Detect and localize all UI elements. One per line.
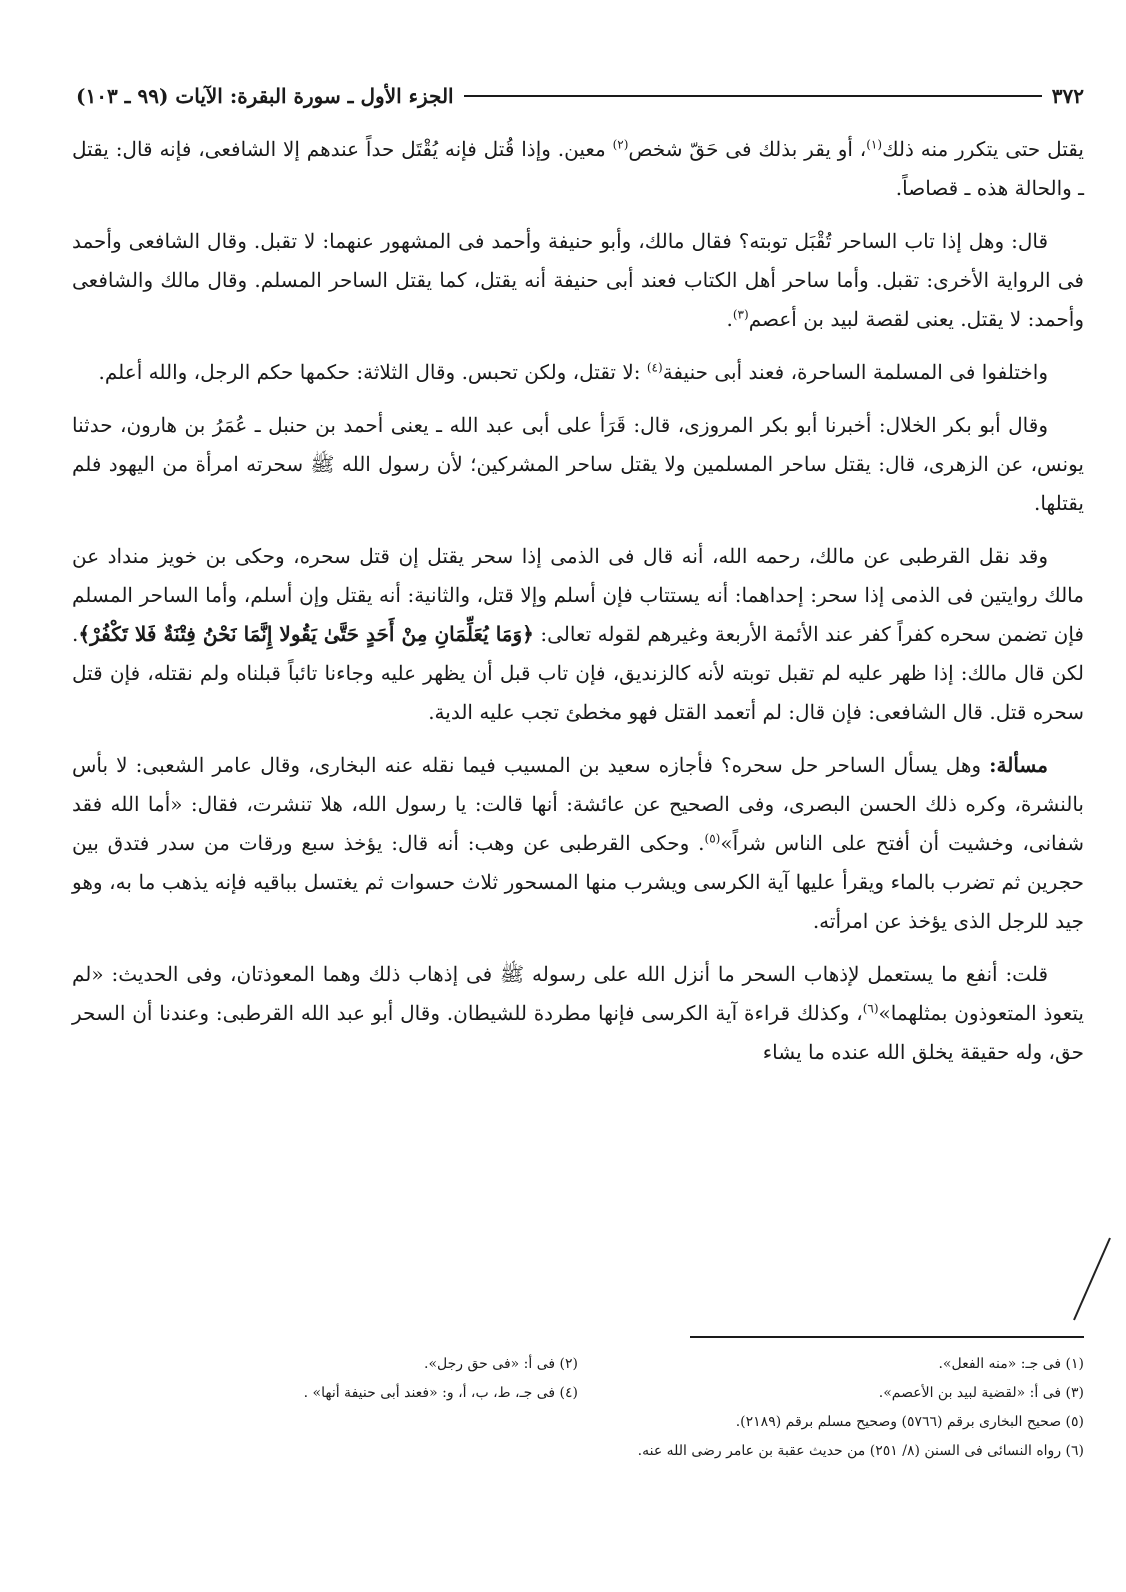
margin-pen-mark [1070,1236,1126,1326]
paragraph-6-text: وهل يسأل الساحر حل سحره؟ فأجازه سعيد بن المسيب فيما نقله عنه البخارى، وقال عامر الشعبى: لا بأس بالنشرة، وكره ذلك الحسن البصرى، وفى الصحيح عن عائشة: أنها قالت: يا رسول الله، هلا تنشرت، فقال: «أما الله فقد شفانى، وخشيت أن أفتح على الناس شراً»$^{(٥)}$. وحكى القرطبى عن وهب: أنه قال: يؤخذ سبع ورقات من سدر فتدق بين حجرين ثم تضرب بالماء ويقرأ عليها آية الكرسى ويشرب منها المسحور ثلاث حسوات ثم يغتسل بباقيه فإنه يذهب ما به، وهو جيد للرجل الذى يؤخذ عن امرأته. [72,753,1084,933]
main-text [72,130,1084,1086]
footnote-row [72,1437,1084,1466]
footnote-6: (٦) رواه النسائى فى السنن (٨/ ٢٥١) من حديث عقبة بن عامر رضى الله عنه. [637,1443,1084,1459]
footnote-row [72,1350,1084,1379]
paragraph-4: وقال أبو بكر الخلال: أخبرنا أبو بكر المروزى، قال: قَرَأ على أبى عبد الله ـ يعنى أحمد بن حنبل ـ عُمَرُ بن هارون، حدثنا يونس، عن الزهرى، قال: يقتل ساحر المسلمين ولا يقتل ساحر المشركين؛ لأن رسول الله ﷺ سحرته امرأة من اليهود فلم يقتلها. [72,413,1084,515]
paragraph-7: قلت: أنفع ما يستعمل لإذهاب السحر ما أنزل الله على رسوله ﷺ فى إذهاب ذلك وهما المعوذتان، وفى الحديث: «لم يتعوذ المتعوذون بمثلهما»$^{(٦)}$، وكذلك قراءة آية الكرسى فإنها مطردة للشيطان. وقال أبو عبد الله القرطبى: وعندنا أن السحر حق، وله حقيقة يخلق الله عنده ما يشاء [72,962,1084,1064]
paragraph-2: قال: وهل إذا تاب الساحر تُقْبَل توبته؟ فقال مالك، وأبو حنيفة وأحمد فى المشهور عنهما: لا تقبل. وقال الشافعى وأحمد فى الرواية الأخرى: تقبل. وأما ساحر أهل الكتاب فعند أبى حنيفة أنه يقتل، كما يقتل الساحر المسلم. وقال مالك والشافعى وأحمد: لا يقتل. يعنى لقصة لبيد بن أعصم$^{(٣)}$. [72,229,1084,331]
footnote-2: (٢) فى أ: «فى حق رجل». [424,1356,578,1372]
paragraph-1: يقتل حتى يتكرر منه ذلك$^{(١)}$، أو يقر بذلك فى حَقّ شخص$^{(٢)}$ معين. وإذا قُتل فإنه يُقْتَل حداً عندهم إلا الشافعى، فإنه قال: يقتل ـ والحالة هذه ـ قصاصاً. [72,137,1084,200]
paragraph-5-before: وقد نقل القرطبى عن مالك، رحمه الله، أنه قال فى الذمى إذا سحر يقتل إن قتل سحره، وحكى بن خويز منداد عن مالك روايتين فى الذمى إذا سحر: إحداهما: أنه يستتاب فإن أسلم وإلا قتل، والثانية: أنه يقتل وإن أسلم، وأما الساحر المسلم فإن تضمن سحره كفراً كفر عند الأئمة الأربعة وغيرهم لقوله تعالى: [72,544,1084,646]
footnote-1: (١) فى جـ: «منه الفعل». [938,1356,1084,1372]
footnotes [72,1350,1084,1466]
page-number: ٣٧٢ [1051,84,1084,108]
header-title: الجزء الأول ـ سورة البقرة: الآيات (٩٩ ـ ١٠٣) [76,84,454,108]
paragraph-6 [72,746,1084,941]
footnote-row [72,1408,1084,1437]
header-rule [464,95,1042,97]
footnote-5: (٥) صحيح البخارى برقم (٥٧٦٦) وصحيح مسلم برقم (٢١٨٩). [735,1414,1084,1430]
paragraph-5-after: . لكن قال مالك: إذا ظهر عليه لم تقبل توبته لأنه كالزنديق، فإن تاب قبل أن يظهر عليه وجاءنا تائباً قبلناه ولم نقتله، فإن قتل سحره قتل. قال الشافعى: فإن قال: لم أتعمد القتل فهو مخطئ تجب عليه الدية. [72,622,1084,724]
footnote-4: (٤) فى جـ، ط، ب، أ، و: «فعند أبى حنيفة أنها» . [303,1385,578,1401]
running-header [76,84,1084,108]
paragraph-3: واختلفوا فى المسلمة الساحرة، فعند أبى حنيفة$^{(٤)}$ :لا تقتل، ولكن تحبس. وقال الثلاثة: حكمها حكم الرجل، والله أعلم. [98,360,1048,384]
quran-verse: ﴿وَمَا يُعَلِّمَانِ مِنْ أَحَدٍ حَتَّىٰ يَقُولا إِنَّمَا نَحْنُ فِتْنَةٌ فَلا تَكْفُرْ﴾ [78,622,534,646]
masala-term: مسألة: [989,753,1048,777]
footnote-row [72,1379,1084,1408]
footnote-3: (٣) فى أ: «لقضية لبيد بن الأعصم». [878,1385,1084,1401]
footnote-rule [690,1336,1084,1338]
paragraph-5 [72,537,1084,732]
